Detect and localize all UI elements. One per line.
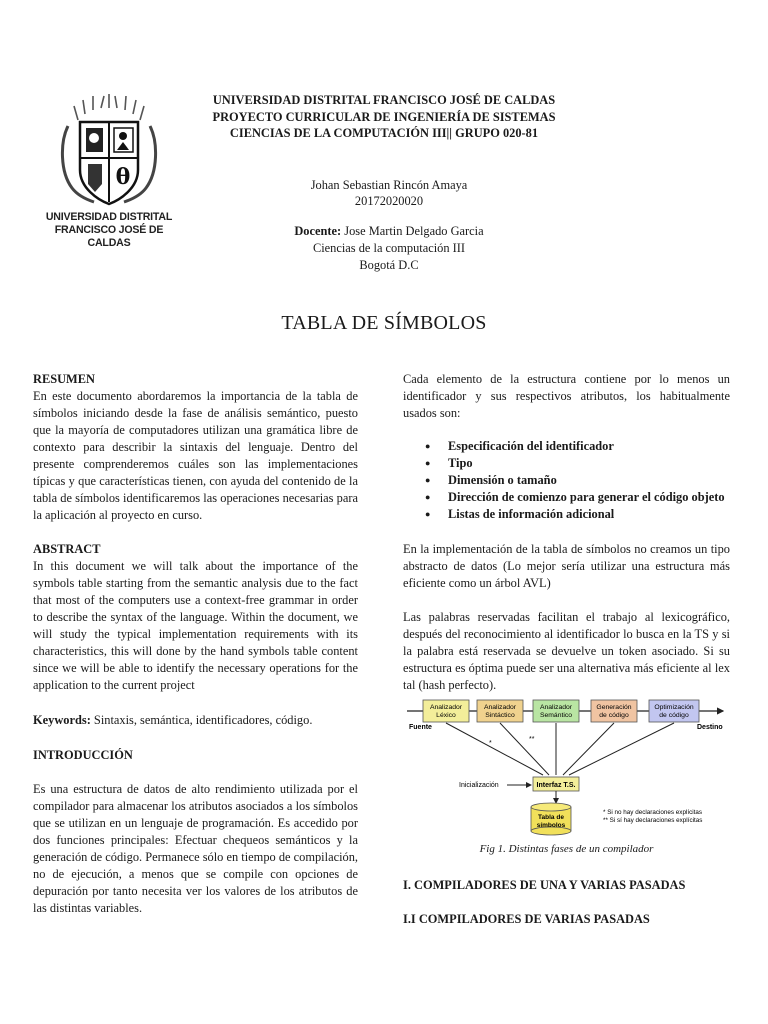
symbol-table-cylinder — [531, 803, 571, 835]
author-code: 20172020020 — [354, 194, 424, 208]
star-single: * — [489, 740, 492, 747]
stage-optimizacion-line2: de código — [659, 712, 689, 719]
attributes-intro: Cada elemento de la estructura contiene por lo menos un identificador y sus respectivos atributos, los habitualmente usados son: — [403, 372, 730, 420]
institution-header — [180, 92, 588, 142]
note-2: ** Si sí hay declaraciones explícitas — [603, 817, 703, 824]
reserved-words-paragraph-block — [403, 609, 730, 694]
keywords-text: Sintaxis, semántica, identificadores, código. — [90, 713, 313, 727]
stage-generacion — [591, 700, 637, 722]
attributes-list-block — [403, 438, 730, 523]
docente-name: Jose Martin Delgado Garcia — [344, 224, 484, 238]
tabla-line2: símbolos — [536, 822, 566, 829]
abstract-section — [33, 541, 358, 694]
stage-optimizacion — [649, 700, 699, 722]
figure-caption: Fig 1. Distintas fases de un compilador — [479, 843, 654, 855]
implementation-paragraph: En la implementación de la tabla de símbolos no creamos un tipo abstracto de datos (Lo mejor sería utilizar una estructura más eficiente como un árbol AVL) — [403, 542, 730, 590]
stage-generacion-line2: de código — [599, 712, 629, 719]
keywords-line — [33, 712, 358, 729]
destino-label: Destino — [697, 724, 723, 731]
implementation-paragraph-block — [403, 541, 730, 592]
document-title: TABLA DE SÍMBOLOS — [281, 312, 487, 334]
docente-label: Docente: — [294, 224, 342, 238]
keywords-label: Keywords: — [33, 713, 91, 727]
stage-sintactico-line2: Sintáctico — [485, 712, 515, 719]
reserved-words-paragraph: Las palabras reservadas facilitan el trabajo al lexicográfico, después del reconocimiento al identificador lo busca en la TS y si la palabra está reservada se devuelve un token asociado. Si su estructura es óptima puede ser una alternativa más eficiente al lex tal (hash perfecto). — [403, 610, 730, 692]
inicializacion-label: Inicialización — [459, 782, 499, 789]
city: Bogotá D.C — [359, 258, 419, 272]
list-item: ● Dirección de comienzo para generar el código objeto — [403, 489, 730, 506]
attributes-intro-block — [403, 371, 730, 422]
stage-interface-arrows — [446, 723, 674, 775]
resumen-heading: RESUMEN — [33, 372, 95, 386]
svg-text:θ: θ — [115, 164, 131, 190]
introduccion-section — [33, 781, 358, 917]
list-item: ● Tipo — [403, 455, 730, 472]
compiler-phases-figure — [403, 699, 730, 839]
university-logo-text — [38, 211, 180, 250]
list-item: ● Dimensión o tamaño — [403, 472, 730, 489]
introduccion-text: Es una estructura de datos de alto rendimiento utilizada por el compilador para almacenar los atributos asociados a los símbolos que se utilizan en un lenguaje de programación. Es accedido por dos funciones principales: Efectuar chequeos semánticos y la generación de código. Permanece sólo en tiempo de compilación, no de ejecución, a menos que se compile con opciones de depuración por tanto necesita ver los valores de los atributos de las distintas variables. — [33, 782, 358, 915]
logo-line-1: UNIVERSIDAD DISTRITAL — [45, 211, 173, 223]
abstract-text: In this document we will talk about the importance of the symbols table starting from the semantic analysis due to the fact that most of the computers use a context-free grammar in order to describe the syntax of the language. Within the document, we will study the typical implementation requirements with its characteristics, this will done by the hand symbols table content since we will be able to identify the necessary operations for the application to the current project — [33, 559, 358, 692]
docente-block — [230, 223, 548, 274]
course-name: Ciencias de la computación III — [312, 241, 466, 255]
stage-semantico — [533, 700, 579, 722]
attributes-list — [403, 438, 730, 523]
introduccion-heading-text: INTRODUCCIÓN — [33, 748, 133, 762]
tabla-line1: Tabla de — [538, 814, 564, 821]
stage-sintactico — [477, 700, 523, 722]
institution-line-1: UNIVERSIDAD DISTRITAL FRANCISCO JOSÉ DE CALDAS — [212, 93, 556, 107]
docente-line — [230, 223, 548, 240]
note-1: * Si no hay declaraciones explícitas — [603, 809, 703, 816]
author-block — [230, 177, 548, 209]
introduccion-heading — [33, 747, 358, 764]
heading-varias-pasadas: I.I COMPILADORES DE VARIAS PASADAS — [403, 912, 650, 926]
star-double: ** — [529, 736, 535, 743]
stage-semantico-line1: Analizador — [539, 704, 573, 711]
resumen-text: En este documento abordaremos la importancia de la tabla de símbolos iniciando desde la fase de análisis semántico, puesto que la mayoría de computadores utilizan una gramática libre de contexto para describir la sintaxis del lenguaje. Dentro del presente comprenderemos cuáles son las implementaciones típicas y que características tienen, con ayuda del contenido de la tabla de símbolos identificaremos las operaciones necesarias para la aplicación al proyecto en curso. — [33, 389, 358, 522]
institution-line-2: PROYECTO CURRICULAR DE INGENIERÍA DE SISTEMAS — [212, 109, 556, 124]
author-name: Johan Sebastian Rincón Amaya — [310, 178, 468, 192]
list-item: ● Especificación del identificador — [403, 438, 730, 455]
fuente-label: Fuente — [409, 724, 432, 731]
stage-generacion-line1: Generación — [596, 704, 632, 711]
interfaz-label: Interfaz T.S. — [536, 782, 576, 789]
institution-line-3: CIENCIAS DE LA COMPUTACIÓN III|| GRUPO 020-81 — [229, 126, 539, 140]
list-item: ● Listas de información adicional — [403, 506, 730, 523]
stage-lexico — [423, 700, 469, 722]
heading-compiladores: I. COMPILADORES DE UNA Y VARIAS PASADAS — [403, 878, 686, 892]
stage-lexico-line1: Analizador — [429, 704, 463, 711]
abstract-heading: ABSTRACT — [33, 542, 101, 556]
stage-sintactico-line1: Analizador — [483, 704, 517, 711]
logo-line-2: FRANCISCO JOSÉ DE CALDAS — [54, 224, 164, 249]
stage-semantico-line2: Semántico — [539, 712, 573, 719]
stage-optimizacion-line1: Optimización — [654, 704, 694, 711]
stage-lexico-line2: Léxico — [436, 712, 456, 719]
resumen-section — [33, 371, 358, 524]
